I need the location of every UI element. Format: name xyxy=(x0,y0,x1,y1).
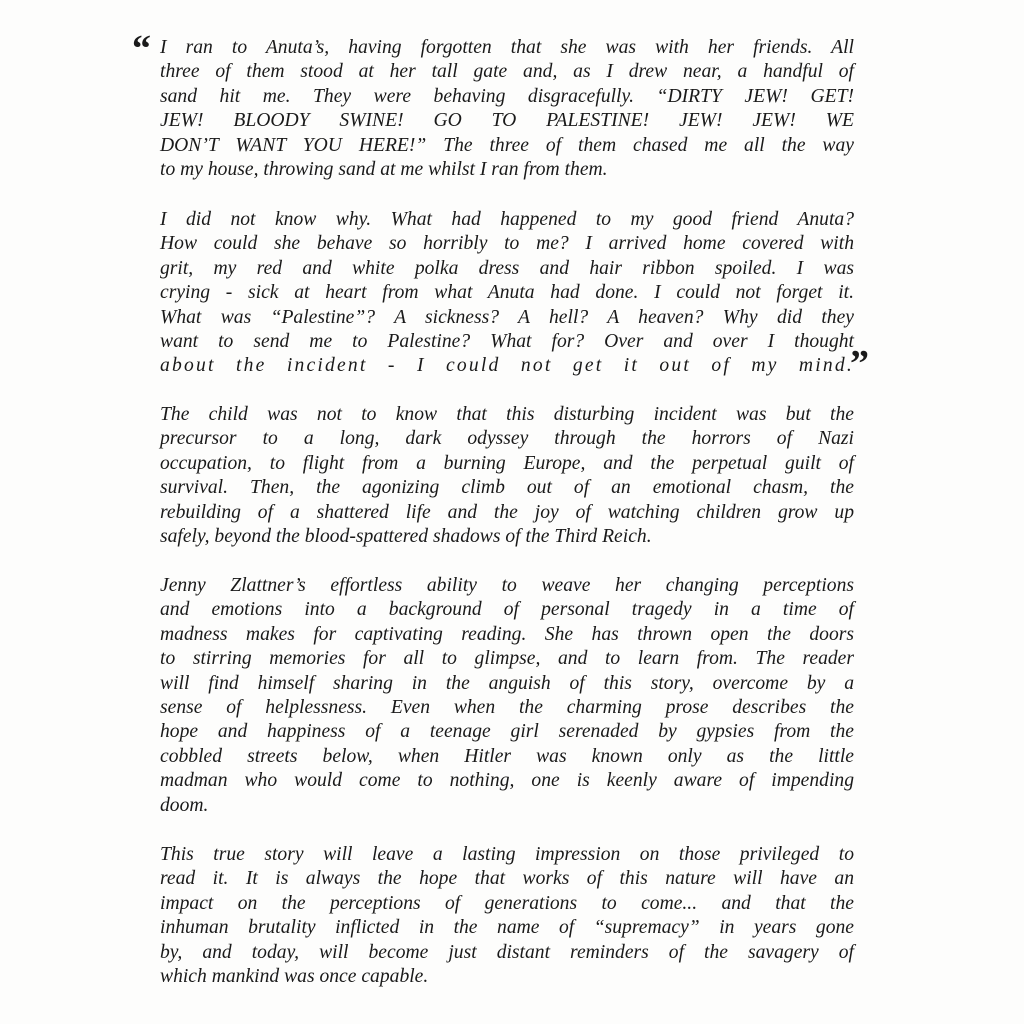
quoted-paragraph-1 xyxy=(160,36,854,182)
text-line: This true story will leave a lasting impression on those privileged to xyxy=(160,844,854,865)
text-line: read it. It is always the hope that works of this nature will have an xyxy=(160,868,854,890)
text-line: I ran to Anuta’s, having forgotten that she was with her friends. All xyxy=(160,37,854,58)
text-line: DON’T WANT YOU HERE!” The three of them chased me all the way xyxy=(160,134,854,156)
text-line: How could she behave so horribly to me? I arrived home covered with xyxy=(160,233,854,255)
text-line: I did not know why. What had happened to my good friend Anuta? xyxy=(160,209,854,230)
text-line: crying - sick at heart from what Anuta had done. I could not forget it. xyxy=(160,282,854,304)
text-line: hope and happiness of a teenage girl serenaded by gypsies from the xyxy=(160,721,854,743)
text-line: Jenny Zlattner’s effortless ability to weave her changing perceptions xyxy=(160,575,854,596)
text-line: which mankind was once capable. xyxy=(160,965,429,987)
text-line: The child was not to know that this disturbing incident was but the xyxy=(160,404,854,425)
text-line: will find himself sharing in the anguish of this story, overcome by a xyxy=(160,672,854,694)
text-line: and emotions into a background of personal tragedy in a time of xyxy=(160,599,854,621)
text-line: madness makes for captivating reading. She has thrown open the doors xyxy=(160,623,854,645)
text-line: safely, beyond the blood-spattered shadows of the Third Reich. xyxy=(160,525,652,547)
text-line: to my house, throwing sand at me whilst I ran from them. xyxy=(160,158,608,180)
text-line: three of them stood at her tall gate and, as I drew near, a handful of xyxy=(160,61,854,83)
text-line: want to send me to Palestine? What for? Over and over I thought xyxy=(160,330,854,352)
text-line: by, and today, will become just distant reminders of the savagery of xyxy=(160,941,854,963)
text-line: sense of helplessness. Even when the charming prose describes the xyxy=(160,696,854,718)
quoted-paragraph-2 xyxy=(160,208,854,379)
paragraph-4 xyxy=(160,574,854,818)
paragraph-3 xyxy=(160,403,854,549)
text-line: about the incident - I could not get it out of my mind. xyxy=(160,355,854,377)
text-line: grit, my red and white polka dress and hair ribbon spoiled. I was xyxy=(160,257,854,279)
text-line: inhuman brutality inflicted in the name of “supremacy” in years gone xyxy=(160,917,854,939)
text-line: impact on the perceptions of generations to come... and that the xyxy=(160,892,854,914)
text-line: to stirring memories for all to glimpse, and to learn from. The reader xyxy=(160,648,854,670)
text-line: rebuilding of a shattered life and the joy of watching children grow up xyxy=(160,501,854,523)
text-line: doom. xyxy=(160,794,209,816)
close-quote-mark: ” xyxy=(850,343,869,385)
paragraph-5 xyxy=(160,843,854,989)
text-line: precursor to a long, dark odyssey through the horrors of Nazi xyxy=(160,428,854,450)
text-line: occupation, to flight from a burning Europe, and the perpetual guilt of xyxy=(160,452,854,474)
text-line: JEW! BLOODY SWINE! GO TO PALESTINE! JEW! JEW! WE xyxy=(160,110,854,132)
text-line: survival. Then, the agonizing climb out of an emotional chasm, the xyxy=(160,477,854,499)
text-line: madman who would come to nothing, one is keenly aware of impending xyxy=(160,770,854,792)
text-line: sand hit me. They were behaving disgracefully. “DIRTY JEW! GET! xyxy=(160,85,854,107)
text-line: cobbled streets below, when Hitler was known only as the little xyxy=(160,745,854,767)
text-line: What was “Palestine”? A sickness? A hell? A heaven? Why did they xyxy=(160,306,854,328)
open-quote-mark: “ xyxy=(132,28,151,70)
